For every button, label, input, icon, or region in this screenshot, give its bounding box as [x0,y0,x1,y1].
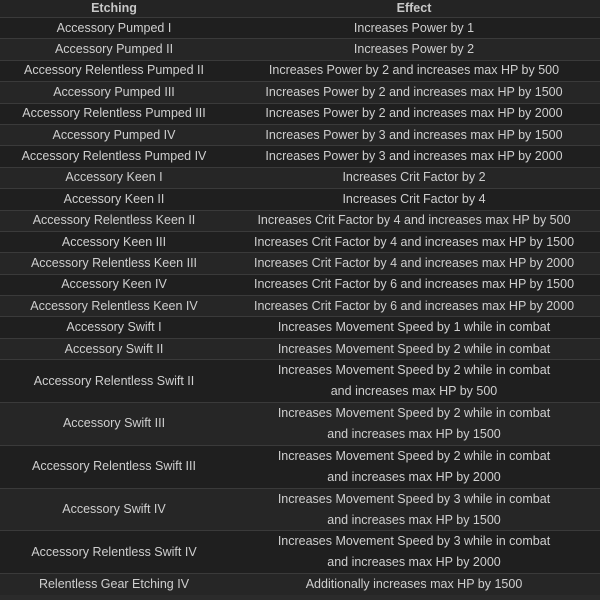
effect-line: Increases Movement Speed by 2 while in combat [277,448,551,463]
effect-line: Increases Power by 2 and increases max HP by 1500 [265,84,563,99]
table-row [0,231,600,252]
table-row [0,530,600,573]
etching-cell: Accessory Pumped IV [52,127,176,142]
etching-cell: Accessory Relentless Keen IV [30,298,198,313]
etching-cell: Accessory Pumped I [56,20,172,35]
effect-line: and increases max HP by 1500 [327,512,501,527]
effect-line: Increases Movement Speed by 2 while in combat [277,341,551,356]
table-row [0,359,600,402]
effect-cell [228,446,600,488]
effect-line: Increases Crit Factor by 6 and increases max HP by 1500 [253,277,575,292]
effect-line: Increases Crit Factor by 4 and increases max HP by 1500 [253,234,575,249]
table-header [0,0,600,17]
effect-cell [228,210,600,231]
effect-cell [228,167,600,188]
table-row [0,103,600,124]
effect-line: and increases max HP by 500 [330,384,498,399]
effect-cell [228,574,600,595]
table-row [0,81,600,102]
effect-cell [228,146,600,167]
etching-cell: Accessory Swift II [64,341,164,356]
etching-cell: Accessory Swift III [62,416,166,431]
effect-cell [228,403,600,445]
effect-line: Increases Power by 2 and increases max HP by 500 [268,63,560,78]
effect-line: and increases max HP by 2000 [327,555,501,570]
effect-line: Increases Crit Factor by 2 [342,170,486,185]
table-row [0,488,600,531]
effect-cell [228,489,600,531]
etching-cell: Accessory Keen II [63,191,165,206]
effect-line: Increases Crit Factor by 4 and increases max HP by 500 [257,213,571,228]
effect-line: Increases Movement Speed by 3 while in combat [277,534,551,549]
effect-cell [228,189,600,210]
table-row [0,252,600,273]
etching-cell: Accessory Relentless Pumped II [24,63,204,78]
effect-line: Increases Power by 3 and increases max HP by 1500 [265,127,563,142]
etching-cell: Accessory Relentless Keen II [32,213,196,228]
effect-cell [228,82,600,103]
effect-cell [228,296,600,317]
etching-cell: Accessory Relentless Swift II [33,373,195,388]
table-row [0,38,600,59]
effect-cell [228,317,600,338]
etching-cell: Accessory Keen IV [61,277,167,292]
effect-line: Increases Power by 3 and increases max HP by 2000 [265,149,563,164]
table-row [0,17,600,38]
effect-line: Increases Movement Speed by 2 while in combat [277,405,551,420]
table-row [0,295,600,316]
effect-cell [228,274,600,295]
etching-cell: Accessory Relentless Pumped III [22,106,206,121]
effect-cell [228,103,600,124]
effect-line: Increases Crit Factor by 4 and increases max HP by 2000 [253,256,575,270]
table-row [0,573,600,594]
effect-line: Increases Power by 1 [353,20,475,35]
effect-cell [228,39,600,60]
etching-cell: Accessory Relentless Swift III [32,459,196,474]
table-row [0,338,600,359]
table-row [0,124,600,145]
etching-cell: Accessory Relentless Swift IV [31,544,197,559]
effect-cell [228,531,600,573]
table-row [0,402,600,445]
etching-cell: Accessory Relentless Pumped IV [21,149,207,164]
table-row [0,167,600,188]
etching-cell: Accessory Pumped II [54,42,174,57]
effect-line: and increases max HP by 2000 [327,469,501,484]
table-row [0,210,600,231]
table-body [0,17,600,595]
etching-cell: Accessory Pumped III [53,84,175,99]
effect-cell [228,253,600,274]
etching-cell: Accessory Swift IV [62,502,166,517]
effect-cell [228,125,600,146]
etching-cell: Accessory Keen I [65,170,163,185]
effect-line: Increases Movement Speed by 3 while in combat [277,491,551,506]
table-row [0,145,600,166]
effect-line: Increases Power by 2 [353,42,475,57]
table-row [0,445,600,488]
column-header-effect: Effect [396,1,432,15]
table-row [0,316,600,337]
effect-line: Increases Crit Factor by 4 [342,191,486,206]
effect-cell [228,360,600,402]
effect-line: Increases Movement Speed by 1 while in combat [277,320,551,335]
effect-line: Additionally increases max HP by 1500 [305,576,523,591]
effect-line: Increases Movement Speed by 2 while in combat [277,363,551,378]
etching-cell: Accessory Relentless Keen III [30,256,198,270]
column-header-etching: Etching [91,1,137,15]
effect-line: Increases Crit Factor by 6 and increases max HP by 2000 [253,298,575,313]
effect-line: Increases Power by 2 and increases max HP by 2000 [265,106,563,121]
etching-cell: Accessory Swift I [66,320,162,335]
effect-cell [228,18,600,39]
table-row [0,274,600,295]
effect-line: and increases max HP by 1500 [327,426,501,441]
etching-cell: Accessory Keen III [61,234,167,249]
table-row [0,188,600,209]
table-row [0,60,600,81]
etching-cell: Relentless Gear Etching IV [38,576,190,591]
effect-cell [228,60,600,81]
effect-cell [228,232,600,253]
effect-cell [228,339,600,360]
